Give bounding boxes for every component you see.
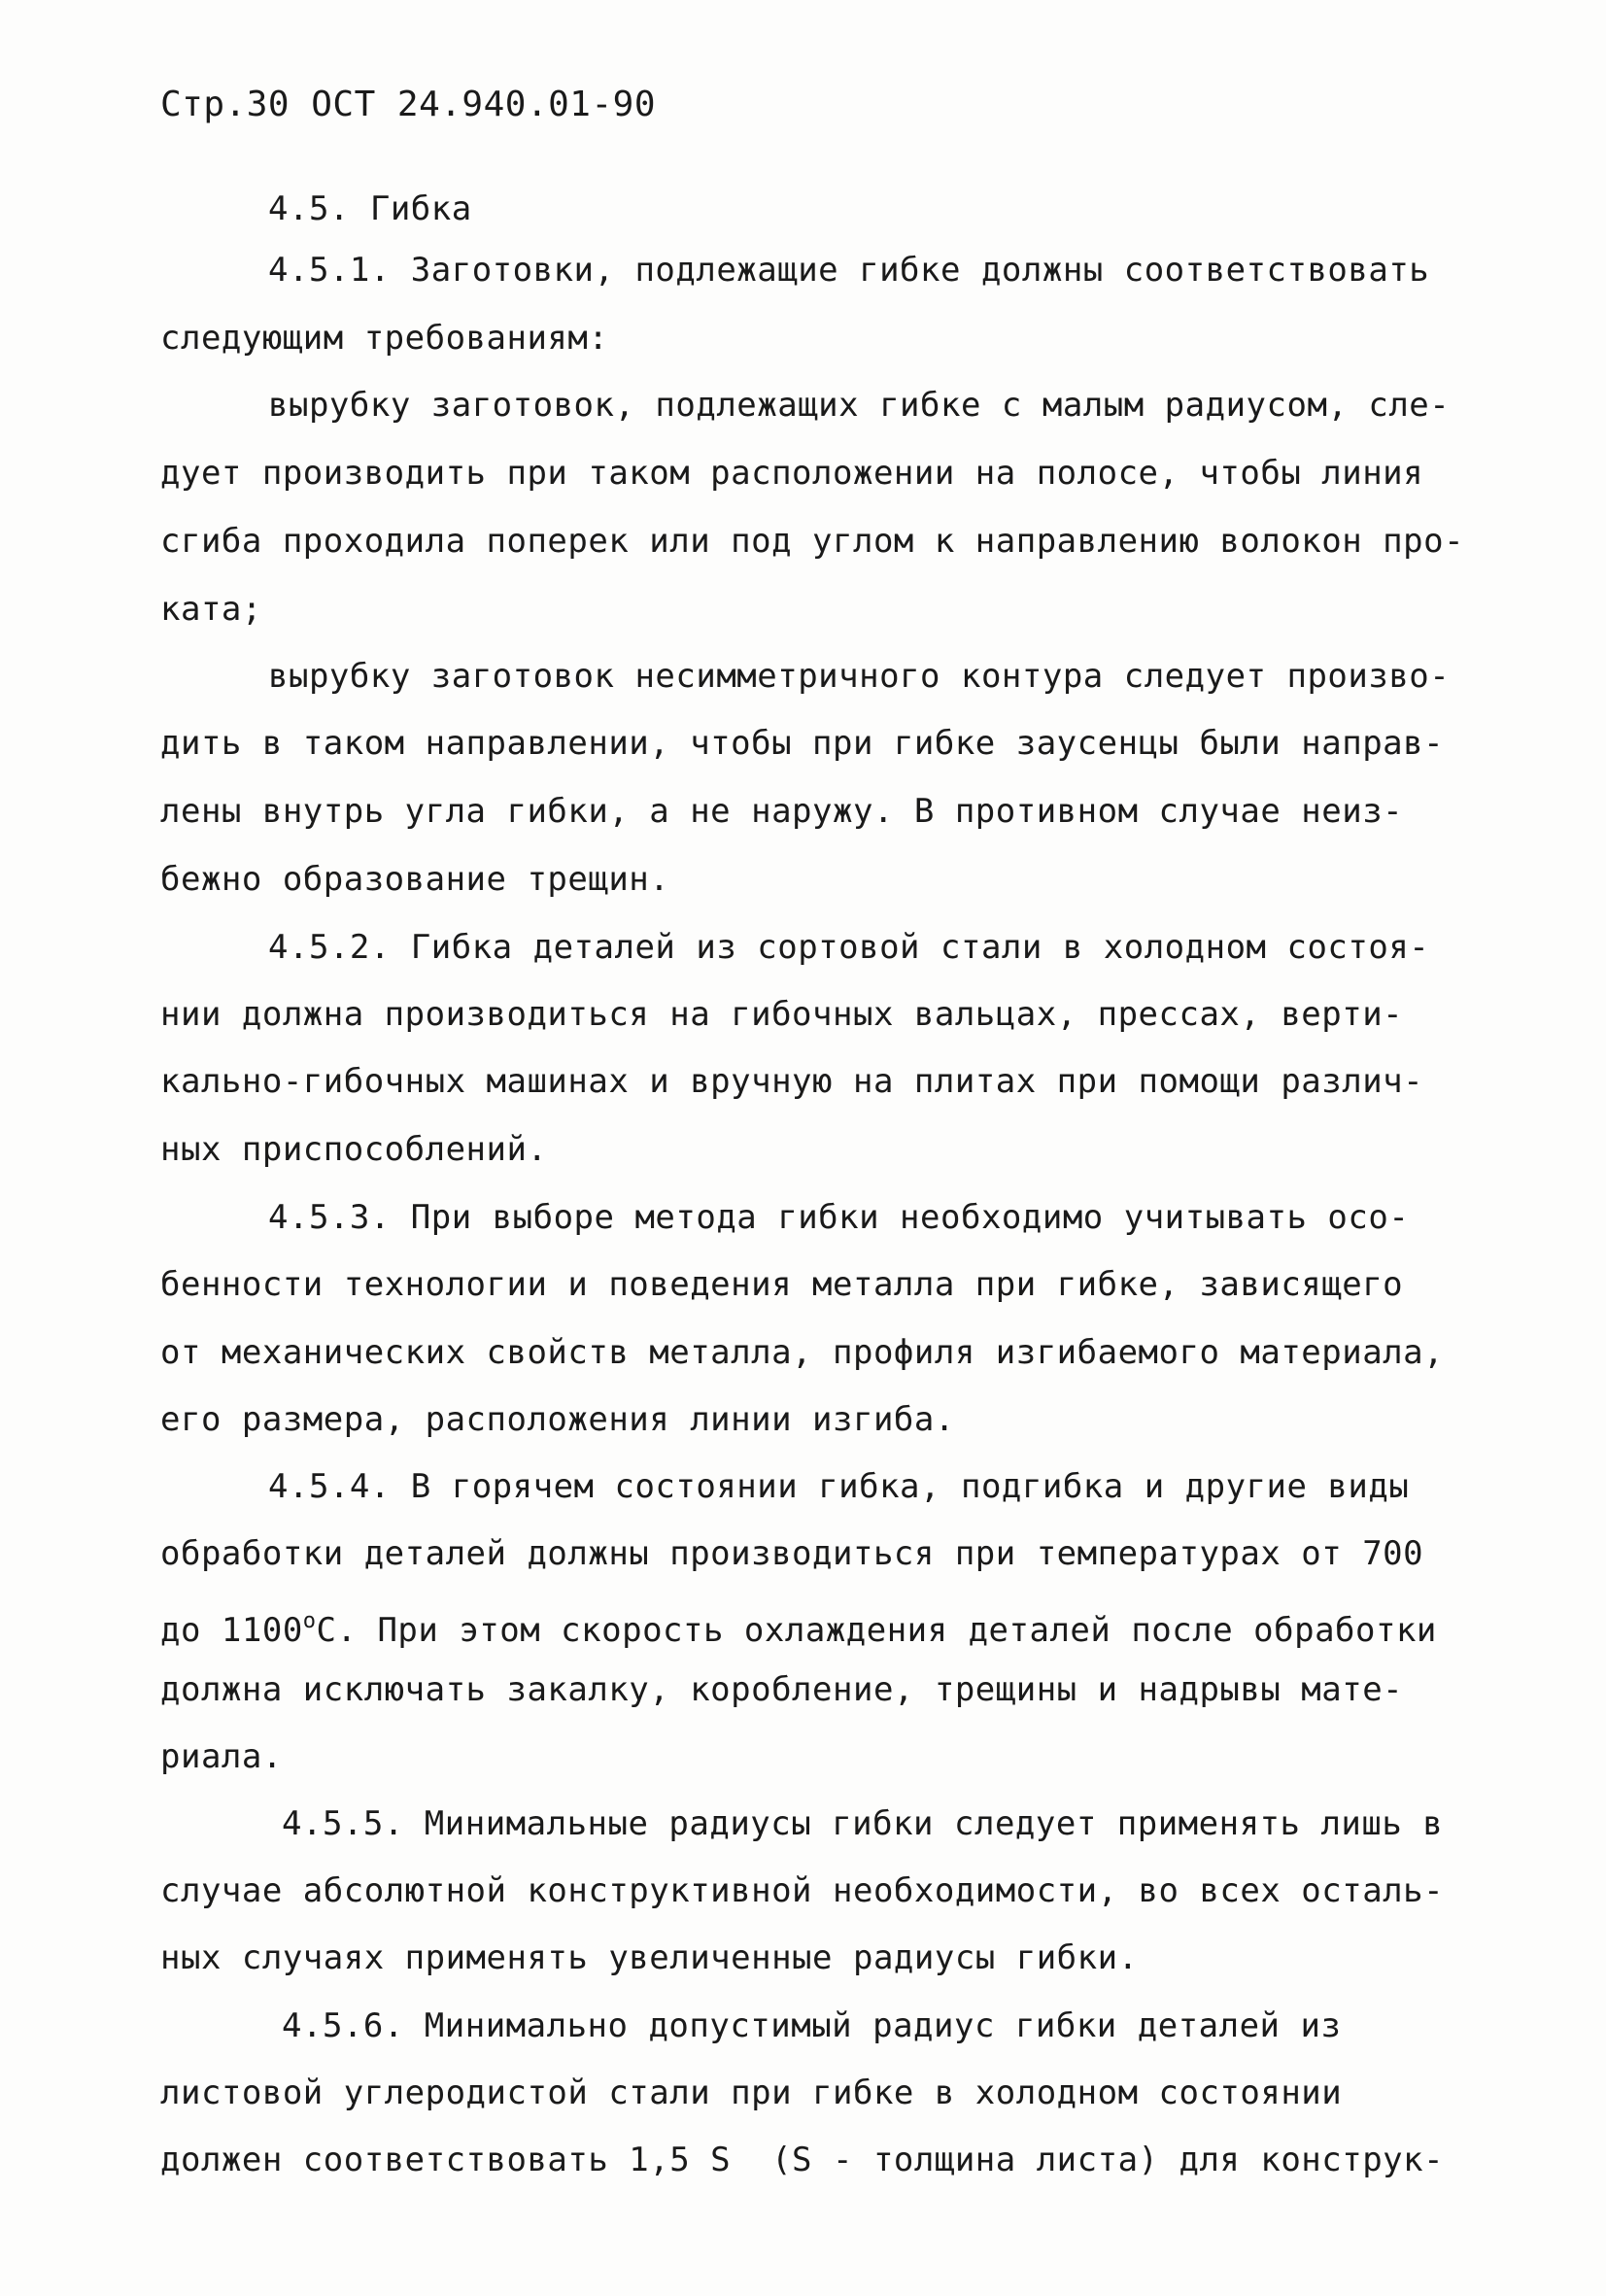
paragraph-line: 4.5.6. Минимально допустимый радиус гибки деталей из [282, 2006, 1342, 2045]
paragraph-line: ных приспособлений. [160, 1130, 548, 1169]
paragraph-line: кально-гибочных машинах и вручную на плитах при помощи различ- [160, 1062, 1424, 1101]
paragraph-line [160, 1602, 1437, 1650]
paragraph-line: листовой углеродистой стали при гибке в холодном состоянии [160, 2073, 1343, 2112]
paragraph-line: лены внутрь угла гибки, а не наружу. В противном случае неиз- [160, 792, 1404, 831]
paragraph-line: 4.5.3. При выборе метода гибки необходимо учитывать осо- [268, 1198, 1410, 1237]
paragraph-line: должен соответствовать 1,5 S (S - толщина листа) для конструк- [160, 2141, 1445, 2179]
paragraph-line: ката; [160, 590, 262, 629]
paragraph-line: бежно образование трещин. [160, 860, 670, 899]
paragraph-line: обработки деталей должны производиться при температурах от 700 [160, 1534, 1424, 1573]
paragraph-line: дует производить при таком расположении на полосе, чтобы линия [160, 454, 1424, 493]
paragraph-line: вырубку заготовок несимметричного контура следует произво- [268, 657, 1451, 696]
paragraph-line: следующим требованиям: [160, 319, 609, 358]
paragraph-line: ных случаях применять увеличенные радиусы гибки. [160, 1938, 1139, 1977]
temperature-text: до 1100 [160, 1611, 303, 1650]
paragraph-line: его размера, расположения линии изгиба. [160, 1400, 955, 1439]
paragraph-line: сгиба проходила поперек или под углом к направлению волокон про- [160, 522, 1465, 561]
paragraph-line: от механических свойств металла, профиля изгибаемого материала, [160, 1333, 1445, 1372]
paragraph-line: 4.5.5. Минимальные радиусы гибки следует применять лишь в [282, 1804, 1444, 1843]
paragraph-line-continuation: С. При этом скорость охлаждения деталей после обработки [316, 1611, 1437, 1650]
paragraph-line: дить в таком направлении, чтобы при гибке заусенцы были направ- [160, 724, 1445, 763]
paragraph-line: нии должна производиться на гибочных вальцах, прессах, верти- [160, 995, 1404, 1034]
paragraph-line: бенности технологии и поведения металла при гибке, зависящего [160, 1265, 1404, 1304]
section-title: 4.5. Гибка [268, 189, 472, 228]
page-header: Стр.30 ОСТ 24.940.01-90 [160, 85, 656, 124]
paragraph-line: случае абсолютной конструктивной необходимости, во всех осталь- [160, 1871, 1445, 1910]
paragraph-line: 4.5.2. Гибка деталей из сортовой стали в холодном состоя- [268, 928, 1430, 967]
degree-sign: о [302, 1609, 317, 1633]
paragraph-line: 4.5.4. В горячем состоянии гибка, подгибка и другие виды [268, 1467, 1410, 1506]
paragraph-line: вырубку заготовок, подлежащих гибке с малым радиусом, сле- [268, 386, 1451, 425]
paragraph-line: 4.5.1. Заготовки, подлежащие гибке должны соответствовать [268, 251, 1430, 290]
paragraph-line: риала. [160, 1737, 283, 1776]
paragraph-line: должна исключать закалку, коробление, трещины и надрывы мате- [160, 1670, 1404, 1709]
